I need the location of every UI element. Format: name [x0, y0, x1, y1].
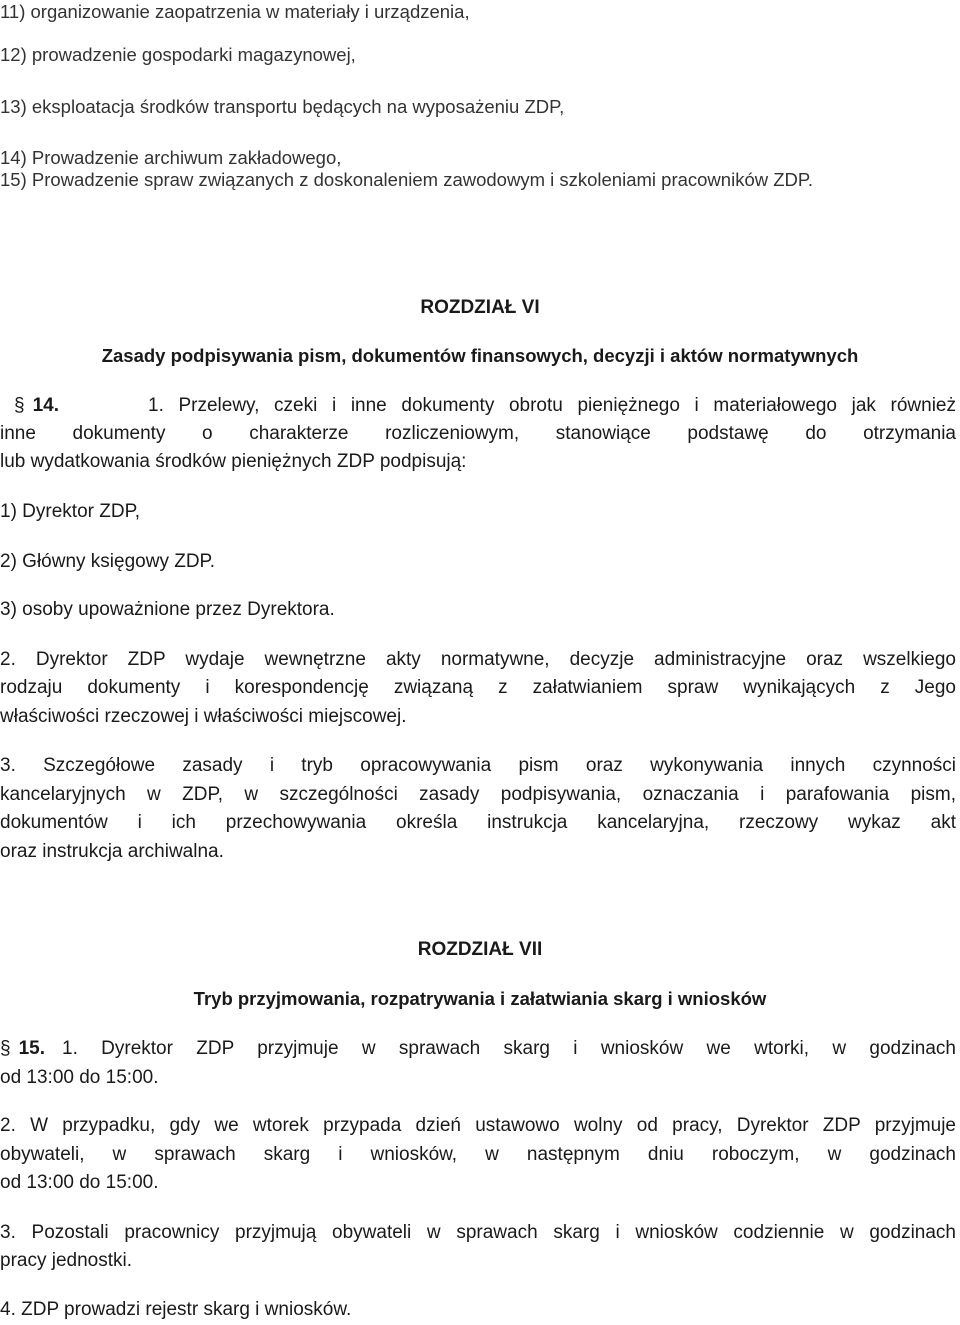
par15-p2-line3: od 13:00 do 15:00.: [0, 1172, 159, 1193]
par14-p2-line3: właściwości rzeczowej i właściwości miejscowej.: [0, 706, 407, 727]
paragraph-14-number: 14.: [32, 395, 59, 416]
paragraph-15-marker: [0, 1037, 45, 1061]
par14-p2-line2: rodzaju dokumenty i korespondencję związaną z załatwianiem spraw wynikających z Jego: [0, 677, 956, 698]
chapter-6-heading: ROZDZIAŁ VI: [420, 297, 540, 318]
par14-p1-line1: 1. Przelewy, czeki i inne dokumenty obrotu pieniężnego i materiałowego jak również: [148, 395, 956, 416]
par14-item-2: 2) Główny księgowy ZDP.: [0, 551, 216, 572]
par15-p3-line1: 3. Pozostali pracownicy przyjmują obywateli w sprawach skarg i wniosków codziennie w godzinach: [0, 1222, 956, 1243]
section-sign: §: [14, 395, 25, 416]
chapter-6-title: Zasady podpisywania pism, dokumentów finansowych, decyzji i aktów normatywnych: [101, 345, 859, 366]
par14-p2-line1: 2. Dyrektor ZDP wydaje wewnętrzne akty normatywne, decyzje administracyjne oraz wszelkiego: [0, 649, 956, 670]
par15-p2-line2: obywateli, w sprawach skarg i wniosków, w następnym dniu roboczym, w godzinach: [0, 1144, 956, 1165]
par14-p1-line3: lub wydatkowania środków pieniężnych ZDP podpisują:: [0, 451, 467, 472]
list-item-14: 14) Prowadzenie archiwum zakładowego,: [0, 147, 342, 168]
par14-p3-line3: dokumentów i ich przechowywania określa instrukcja kancelaryjna, rzeczowy wykaz akt: [0, 812, 956, 833]
paragraph-15-number: 15.: [18, 1038, 45, 1059]
list-item-11: 11) organizowanie zaopatrzenia w materiały i urządzenia,: [0, 1, 470, 22]
list-item-15: 15) Prowadzenie spraw związanych z doskonaleniem zawodowym i szkoleniami pracowników ZDP.: [0, 169, 813, 190]
par15-p4: 4. ZDP prowadzi rejestr skarg i wniosków.: [0, 1299, 352, 1320]
par14-item-1: 1) Dyrektor ZDP,: [0, 501, 141, 522]
par14-p3-line4: oraz instrukcja archiwalna.: [0, 841, 224, 862]
list-item-12: 12) prowadzenie gospodarki magazynowej,: [0, 44, 356, 65]
par14-item-3: 3) osoby upoważnione przez Dyrektora.: [0, 599, 335, 620]
par14-p3-line1: 3. Szczegółowe zasady i tryb opracowywania pism oraz wykonywania innych czynności: [0, 755, 956, 776]
par15-p1-line1: 1. Dyrektor ZDP przyjmuje w sprawach skarg i wniosków we wtorki, w godzinach: [62, 1038, 956, 1059]
chapter-7-heading: ROZDZIAŁ VII: [417, 939, 543, 960]
par14-p1-line2: inne dokumenty o charakterze rozliczeniowym, stanowiące podstawę do otrzymania: [0, 423, 956, 444]
par15-p1-line2: od 13:00 do 15:00.: [0, 1067, 159, 1088]
par15-p2-line1: 2. W przypadku, gdy we wtorek przypada dzień ustawowo wolny od pracy, Dyrektor ZDP przyjmuje: [0, 1115, 956, 1136]
paragraph-14-marker: [14, 394, 59, 418]
section-sign: §: [0, 1038, 11, 1059]
chapter-7-title: Tryb przyjmowania, rozpatrywania i załatwiania skarg i wniosków: [193, 988, 767, 1009]
par14-p3-line2: kancelaryjnych w ZDP, w szczególności zasady podpisywania, oznaczania i parafowania pism,: [0, 784, 956, 805]
par15-p3-line2: pracy jednostki.: [0, 1250, 133, 1271]
list-item-13: 13) eksploatacja środków transportu będących na wyposażeniu ZDP,: [0, 96, 565, 117]
